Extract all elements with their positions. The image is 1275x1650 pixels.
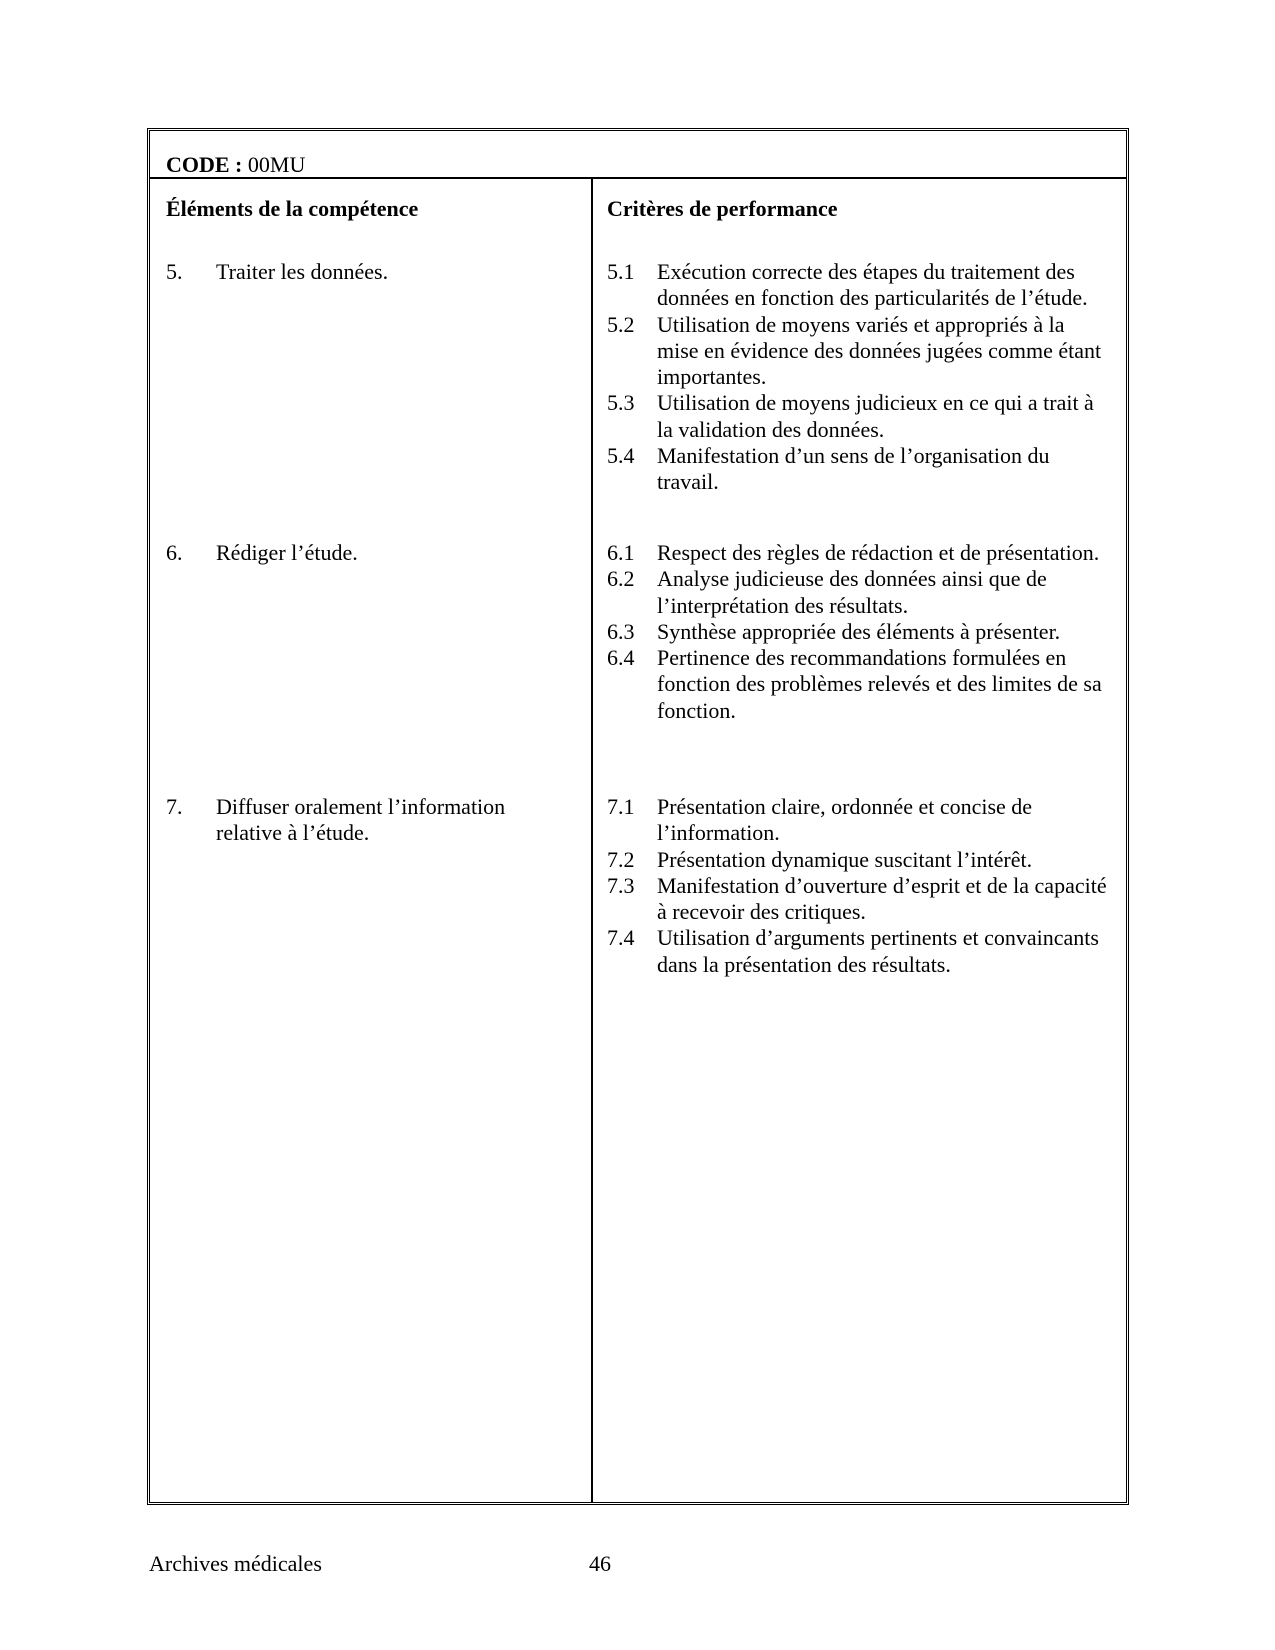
criterion-text: Exécution correcte des étapes du traitement des données en fonction des particularités de l’étude. — [657, 259, 1088, 311]
element-5 — [166, 259, 576, 285]
criterion-text: Respect des règles de rédaction et de présentation. — [657, 540, 1100, 565]
criterion — [607, 312, 1107, 391]
criterion-number: 5.3 — [607, 390, 635, 416]
criterion-text: Analyse judicieuse des données ainsi que de l’interprétation des résultats. — [657, 566, 1047, 618]
element-number: 5. — [166, 259, 183, 284]
criterion — [607, 847, 1107, 873]
criterion-number: 6.3 — [607, 618, 635, 644]
code-row — [150, 131, 1126, 179]
element-6 — [166, 540, 576, 566]
page-number: 46 — [589, 1551, 611, 1576]
column-divider — [591, 179, 593, 1502]
criterion-text: Utilisation d’arguments pertinents et convaincants dans la présentation des résultats. — [657, 925, 1099, 977]
criterion-number: 7.4 — [607, 925, 635, 951]
criteria-list-7 — [607, 794, 1107, 978]
header-criteria: Critères de performance — [607, 196, 838, 221]
criteria-list-6 — [607, 540, 1107, 724]
criterion-text: Présentation dynamique suscitant l’intérêt. — [657, 846, 1033, 872]
criterion-text: Présentation claire, ordonnée et concise de l’information. — [657, 794, 1033, 846]
criterion-number: 7.3 — [607, 872, 635, 898]
criterion-text: Manifestation d’ouverture d’esprit et de la capacité à recevoir des critiques. — [657, 872, 1107, 925]
criterion-number: 5.1 — [607, 259, 635, 284]
criterion-text: Utilisation de moyens judicieux en ce qui a trait à la validation des données. — [657, 390, 1094, 442]
criterion — [607, 645, 1107, 724]
criterion — [607, 259, 1107, 312]
element-number: 7. — [166, 794, 183, 819]
code-value: 00MU — [247, 152, 306, 177]
element-text: Rédiger l’étude. — [216, 540, 358, 565]
criterion-number: 5.2 — [607, 311, 635, 337]
criterion-number: 5.4 — [607, 443, 635, 469]
criteria-list-5 — [607, 259, 1107, 496]
criterion-number: 7.1 — [607, 794, 635, 819]
code-label: CODE : — [166, 152, 243, 177]
element-number: 6. — [166, 540, 183, 565]
criterion — [607, 873, 1107, 926]
criterion-text: Manifestation d’un sens de l’organisation du travail. — [657, 443, 1050, 495]
criterion — [607, 540, 1107, 566]
criterion-number: 7.2 — [607, 846, 635, 872]
footer-title: Archives médicales — [149, 1551, 322, 1576]
criterion — [607, 794, 1107, 847]
criterion-number: 6.4 — [607, 645, 635, 671]
criterion-text: Utilisation de moyens variés et appropriés à la mise en évidence des données jugées comme étant importantes. — [657, 311, 1102, 390]
header-elements: Éléments de la compétence — [166, 196, 419, 221]
element-text: Diffuser oralement l’information relative à l’étude. — [216, 794, 506, 846]
criterion — [607, 619, 1107, 645]
criterion — [607, 566, 1107, 619]
criterion — [607, 443, 1107, 496]
element-text: Traiter les données. — [216, 259, 389, 284]
criterion — [607, 925, 1107, 978]
criterion — [607, 390, 1107, 443]
criterion-number: 6.1 — [607, 540, 635, 565]
code-line — [166, 153, 305, 177]
criterion-number: 6.2 — [607, 566, 635, 592]
competency-table — [147, 128, 1129, 1505]
criterion-text: Synthèse appropriée des éléments à présenter. — [657, 618, 1061, 644]
element-7 — [166, 794, 576, 847]
criterion-text: Pertinence des recommandations formulées en fonction des problèmes relevés et des limites de sa fonction. — [657, 645, 1102, 723]
